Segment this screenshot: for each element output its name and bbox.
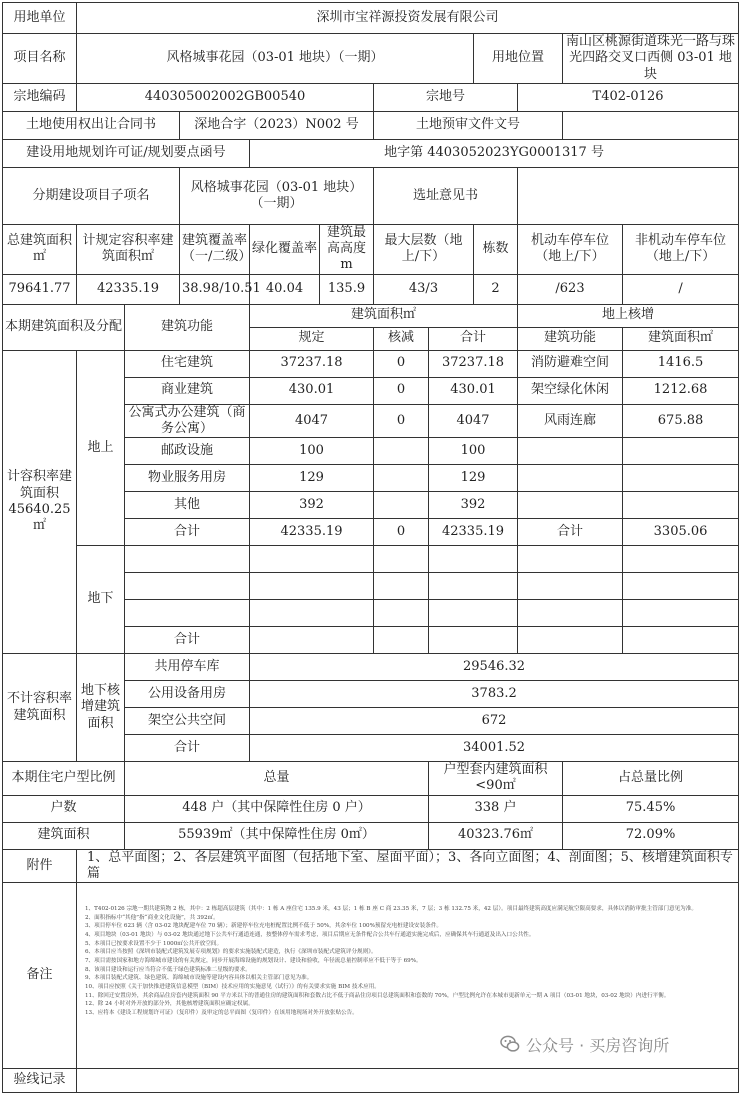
underground-cell	[429, 600, 518, 627]
housing-units-ratio: 75.45%	[563, 795, 739, 822]
housing-units-label: 户数	[3, 795, 125, 822]
inc-function	[518, 465, 623, 492]
row-permit	[3, 139, 739, 167]
underground-label: 地下	[77, 546, 125, 654]
indicator-header: 栋数	[474, 224, 518, 274]
area-section-label: 本期建筑面积及分配	[3, 304, 125, 350]
note-line: 8、该项目建设和运行应当符合不低于绿色建筑标准二星级的要求。	[85, 966, 251, 973]
indicator-value: /	[623, 274, 739, 304]
row-contract	[3, 111, 739, 139]
wechat-icon	[500, 1034, 520, 1054]
permit-table	[2, 2, 739, 1093]
note-line: 2、面积指标中“其他”指“商业文化设施”，共 392㎡。	[85, 914, 219, 921]
underground-cell	[429, 573, 518, 600]
area-total: 129	[429, 465, 518, 492]
area-planned: 100	[250, 438, 374, 465]
land-unit-label: 用地单位	[3, 3, 77, 34]
area-reduction: 0	[374, 404, 429, 438]
inc-area-header: 建筑面积㎡	[623, 327, 739, 350]
underground-cell	[250, 546, 374, 573]
note-line: 13、应将本《建设工程规划许可证》（复印件）及审定的总平面图（复印件）在该用地现场对外开放张贴公告。	[85, 1009, 358, 1016]
row-attachments	[3, 849, 739, 883]
row-indicator-values	[3, 274, 739, 304]
non-far-name: 合计	[125, 735, 250, 762]
row-inspection	[3, 1069, 739, 1093]
underground-cell	[623, 573, 739, 600]
underground-cell	[429, 546, 518, 573]
indicator-header: 非机动车停车位（地上/下）	[623, 224, 739, 274]
inc-function-header: 建筑功能	[518, 327, 623, 350]
underground-cell	[623, 627, 739, 654]
housing-area-total: 55939㎡（其中保障性住房 0㎡）	[125, 822, 429, 849]
land-unit-value: 深圳市宝祥源投资发展有限公司	[77, 3, 739, 34]
inc-function: 风雨连廊	[518, 404, 623, 438]
non-far-sub-label: 地下核增建筑面积	[77, 654, 125, 762]
inc-function: 合计	[518, 519, 623, 546]
row-area-header-1	[3, 304, 739, 327]
row-housing-units	[3, 795, 739, 822]
attachments-label: 附件	[3, 849, 77, 883]
underground-cell	[125, 600, 250, 627]
area-group-header: 建筑面积㎡	[250, 304, 518, 327]
non-far-name: 公用设备用房	[125, 681, 250, 708]
indicator-header: 机动车停车位（地上/下）	[518, 224, 623, 274]
area-planned: 430.01	[250, 377, 374, 404]
area-function: 住宅建筑	[125, 350, 250, 377]
project-name-value: 风格城事花园（03-01 地块）（一期）	[77, 34, 474, 84]
inc-area: 675.88	[623, 404, 739, 438]
note-line: 6、本项目应当按照《深圳市装配式建筑发展专项规划》的要求实施装配式建造，执行《深圳市装配式建筑评分规则》。	[85, 949, 377, 956]
non-far-label: 不计容积率建筑面积	[3, 654, 77, 762]
indicator-value: 38.98/10.51	[180, 274, 250, 304]
non-far-row	[3, 654, 739, 681]
inspection-value	[77, 1069, 739, 1093]
note-line: 3、项目停车位 623 辆（含 03-02 地块配建车位 70 辆）；新建停车位充电桩配置比例不低于 50%，其余车位 100%预留充电桩建设安装条件。	[85, 923, 443, 930]
planned-header: 规定	[250, 327, 374, 350]
watermark	[500, 1033, 669, 1055]
inc-area	[623, 465, 739, 492]
non-far-name: 架空公共空间	[125, 708, 250, 735]
note-line: 5、本项目已按要求设置不少于 1000㎡公共开放空间。	[85, 940, 223, 947]
area-planned: 392	[250, 492, 374, 519]
total-header: 合计	[429, 327, 518, 350]
indicator-value: 79641.77	[3, 274, 77, 304]
area-reduction	[374, 465, 429, 492]
reduction-header: 核减	[374, 327, 429, 350]
underground-cell	[623, 600, 739, 627]
area-function: 合计	[125, 519, 250, 546]
note-line: 12、除 24 小时对外开放的部分外，其他核增建筑面积应确定权属。	[85, 1001, 254, 1008]
row-land-unit	[3, 3, 739, 34]
area-planned: 37237.18	[250, 350, 374, 377]
far-label: 计容积率建筑面积 45640.25㎡	[3, 350, 77, 654]
underground-cell	[374, 627, 429, 654]
housing-col-small: 户型套内建筑面积<90㎡	[429, 762, 563, 796]
note-line: 4、项目地块（03-01 地块）与 03-02 地块通过地下公共车行通道连通，按整体停车需求考虑，项目后期应无条件配合公共车行通道实施完成后，应确保其车行通道及出入口公共性。	[85, 931, 535, 938]
underground-row	[3, 546, 739, 573]
note-line: 7、项目需按国家和地方海绵城市建设的有关规定，同步开展海绵设施的规划设计、建设和验收，年径流总量控制率应不低于等于 69%。	[85, 957, 422, 964]
area-total: 42335.19	[429, 519, 518, 546]
pre-review-label: 土地预审文件文号	[374, 111, 563, 139]
underground-cell	[125, 573, 250, 600]
parcel-code-label: 宗地编码	[3, 83, 77, 111]
indicator-value: 135.9	[320, 274, 374, 304]
housing-units-small: 338 户	[429, 795, 563, 822]
underground-total-label: 合计	[125, 627, 250, 654]
housing-col-total: 总量	[125, 762, 429, 796]
area-function: 公寓式办公建筑（商务公寓）	[125, 404, 250, 438]
permit-label: 建设用地规划许可证/规划要点函号	[3, 139, 250, 167]
indicator-header: 计规定容积率建筑面积㎡	[77, 224, 180, 274]
housing-area-ratio: 72.09%	[563, 822, 739, 849]
watermark-text: 公众号 · 买房咨询所	[526, 1035, 670, 1055]
row-housing-area	[3, 822, 739, 849]
indicator-header: 总建筑面积㎡	[3, 224, 77, 274]
contract-label: 土地使用权出让合同书	[3, 111, 180, 139]
housing-col-ratio: 占总量比例	[563, 762, 739, 796]
indicator-value: /623	[518, 274, 623, 304]
inc-function	[518, 438, 623, 465]
indicator-header: 建筑最高高度 m	[320, 224, 374, 274]
non-far-value: 34001.52	[250, 735, 739, 762]
note-line: 11、除回迁安置房外，其余商品住房套内建筑面积 90 平方米以下的普通住房的建筑面积和套数占比不低于商品住房项目总建筑面积和套数的 70%，户型比例允许在本城市更新单元一期 A 项目（03-01 地块，03-02 地块）内进行平衡。	[85, 992, 670, 999]
sub-project-value: 风格城事花园（03-01 地块）（一期）	[180, 167, 374, 224]
project-name-label: 项目名称	[3, 34, 77, 84]
area-function: 商业建筑	[125, 377, 250, 404]
attachments-value: 1、总平面图；2、各层建筑平面图（包括地下室、屋面平面）；3、各向立面图；4、剖面图；5、核增建筑面积专篇	[77, 849, 739, 883]
note-line: 1、T402-0126 宗地一期共建筑物 2 栋，其中：2 栋超高层建筑（其中：1 栋 A 座住宅 135.9 米，43 层；1 栋 B 座 C 商 23.35 米，7 层；3 栋 132.75 米，42 层）。项目最终建筑高度应满足航空限高要求，具体以消防审批主管部门意见为准。	[85, 906, 697, 912]
inc-function: 架空绿化休闲	[518, 377, 623, 404]
sub-project-label: 分期建设项目子项名	[3, 167, 180, 224]
inc-area: 1212.68	[623, 377, 739, 404]
location-label: 用地位置	[474, 34, 563, 84]
housing-ratio-label: 本期住宅户型比例	[3, 762, 125, 796]
area-row	[3, 350, 739, 377]
notes-label: 备注	[3, 883, 77, 1069]
inc-area: 1416.5	[623, 350, 739, 377]
row-housing-header	[3, 762, 739, 796]
non-far-name: 共用停车库	[125, 654, 250, 681]
inspection-label: 验线记录	[3, 1069, 77, 1093]
parcel-no-label: 宗地号	[374, 83, 518, 111]
area-reduction: 0	[374, 519, 429, 546]
underground-cell	[518, 600, 623, 627]
underground-cell	[250, 627, 374, 654]
indicator-value: 40.04	[250, 274, 320, 304]
area-total: 4047	[429, 404, 518, 438]
location-value: 南山区桃源街道珠光一路与珠光四路交叉口西侧 03-01 地块	[563, 34, 739, 84]
area-total: 37237.18	[429, 350, 518, 377]
indicator-header: 建筑覆盖率（一/二级）	[180, 224, 250, 274]
area-planned: 42335.19	[250, 519, 374, 546]
non-far-value: 29546.32	[250, 654, 739, 681]
area-total: 430.01	[429, 377, 518, 404]
contract-value: 深地合字（2023）N002 号	[180, 111, 374, 139]
area-reduction: 0	[374, 377, 429, 404]
area-function: 邮政设施	[125, 438, 250, 465]
indicator-value: 43/3	[374, 274, 474, 304]
housing-area-label: 建筑面积	[3, 822, 125, 849]
underground-cell	[374, 573, 429, 600]
underground-cell	[250, 600, 374, 627]
area-function: 物业服务用房	[125, 465, 250, 492]
inc-function: 消防避难空间	[518, 350, 623, 377]
area-reduction	[374, 492, 429, 519]
area-reduction: 0	[374, 350, 429, 377]
inc-area	[623, 492, 739, 519]
row-parcel	[3, 83, 739, 111]
permit-value: 地字第 4403052023YG0001317 号	[250, 139, 739, 167]
area-reduction	[374, 438, 429, 465]
inc-area: 3305.06	[623, 519, 739, 546]
underground-cell	[518, 627, 623, 654]
parcel-code-value: 440305002002GB00540	[77, 83, 374, 111]
underground-cell	[374, 546, 429, 573]
housing-area-small: 40323.76㎡	[429, 822, 563, 849]
above-ground-label: 地上	[77, 350, 125, 546]
non-far-value: 672	[250, 708, 739, 735]
row-indicator-headers	[3, 224, 739, 274]
area-planned: 4047	[250, 404, 374, 438]
pre-review-value	[563, 111, 739, 139]
underground-cell	[518, 573, 623, 600]
site-opinion-label: 选址意见书	[374, 167, 518, 224]
indicator-value: 42335.19	[77, 274, 180, 304]
area-function: 其他	[125, 492, 250, 519]
above-increase-header: 地上核增	[518, 304, 739, 327]
area-planned: 129	[250, 465, 374, 492]
underground-cell	[429, 627, 518, 654]
underground-cell	[623, 546, 739, 573]
parcel-no-value: T402-0126	[518, 83, 739, 111]
housing-units-total: 448 户（其中保障性住房 0 户）	[125, 795, 429, 822]
indicator-header: 最大层数（地上/下）	[374, 224, 474, 274]
note-line: 9、本项目装配式建筑、绿色建筑、海绵城市设施等建设内容具体以相关主管部门意见为准。	[85, 975, 313, 982]
row-project-name	[3, 34, 739, 84]
area-total: 392	[429, 492, 518, 519]
underground-cell	[518, 546, 623, 573]
non-far-value: 3783.2	[250, 681, 739, 708]
underground-cell	[125, 546, 250, 573]
inc-function	[518, 492, 623, 519]
note-line: 10、项目应按照《关于加快推进建筑信息模型（BIM）技术应用的实施意见（试行）》的有关要求实施 BIM 技术应用。	[85, 983, 380, 990]
row-sub-project	[3, 167, 739, 224]
function-header: 建筑功能	[125, 304, 250, 350]
area-total: 100	[429, 438, 518, 465]
underground-cell	[250, 573, 374, 600]
indicator-header: 绿化覆盖率	[250, 224, 320, 274]
indicator-value: 2	[474, 274, 518, 304]
site-opinion-value	[518, 167, 739, 224]
underground-cell	[374, 600, 429, 627]
inc-area	[623, 438, 739, 465]
